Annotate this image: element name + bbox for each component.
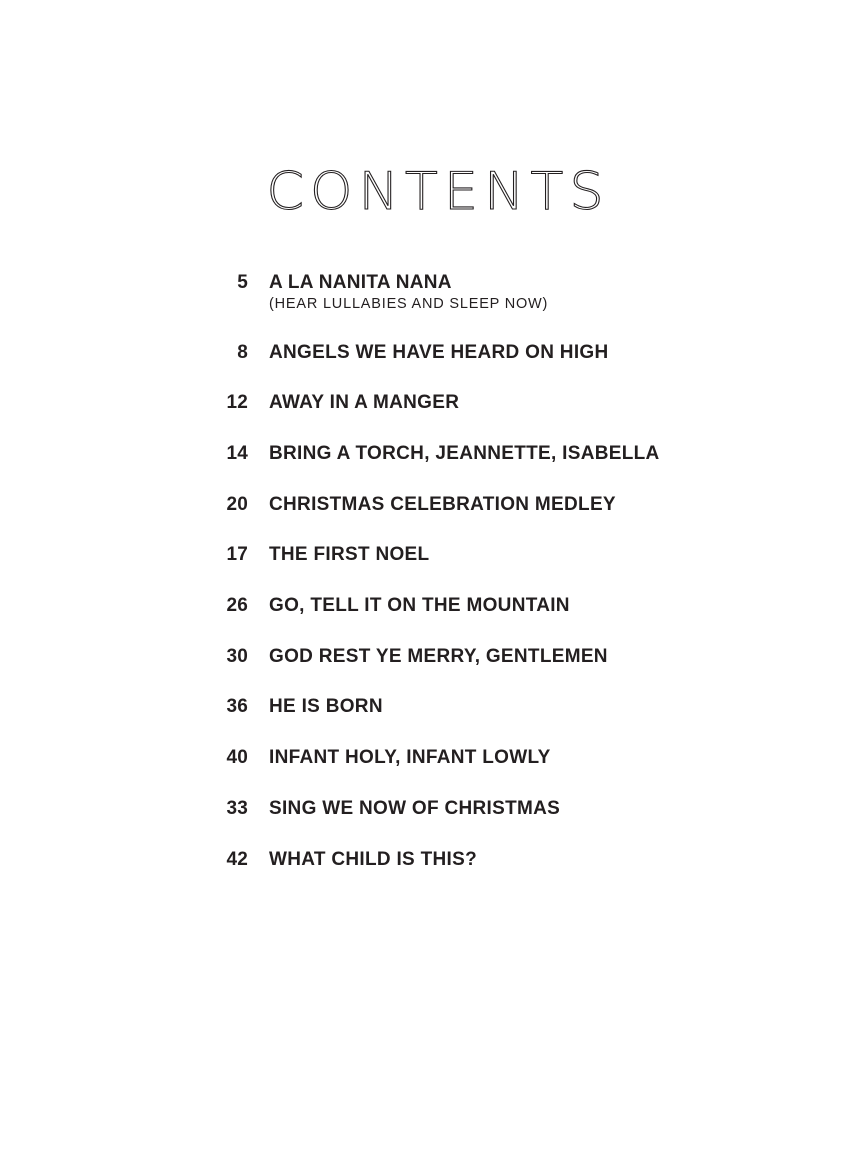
toc-page-number: 30 — [226, 646, 248, 667]
toc-page-number: 36 — [226, 696, 248, 717]
toc-page-number: 8 — [237, 342, 248, 363]
toc-entry[interactable] — [0, 441, 864, 481]
toc-song-title: CHRISTMAS CELEBRATION MEDLEY — [269, 494, 616, 515]
toc-entry[interactable] — [0, 694, 864, 734]
toc-song-title: AWAY IN A MANGER — [269, 392, 460, 413]
toc-song-title: SING WE NOW OF CHRISTMAS — [269, 798, 561, 819]
toc-song-title: A LA NANITA NANA — [269, 272, 452, 293]
toc-song-title: THE FIRST NOEL — [269, 544, 430, 565]
toc-song-title: GO, TELL IT ON THE MOUNTAIN — [269, 595, 570, 616]
toc-entry[interactable] — [0, 390, 864, 430]
toc-page-number: 14 — [226, 443, 248, 464]
toc-entry[interactable] — [0, 847, 864, 887]
toc-song-title: GOD REST YE MERRY, GENTLEMEN — [269, 646, 608, 667]
toc-entry[interactable] — [0, 270, 864, 310]
toc-song-title: HE IS BORN — [269, 696, 383, 717]
toc-page-number: 26 — [226, 595, 248, 616]
page-title-text: CONTENTS — [266, 161, 610, 222]
page-title — [0, 160, 864, 224]
toc-page-number: 20 — [226, 494, 248, 515]
toc-page-number: 40 — [226, 747, 248, 768]
toc-entry[interactable] — [0, 593, 864, 633]
toc-page-number: 12 — [226, 392, 248, 413]
toc-page-number: 33 — [226, 798, 248, 819]
toc-page-number: 42 — [226, 849, 248, 870]
toc-page-number: 17 — [226, 544, 248, 565]
toc-page-number: 5 — [237, 272, 248, 293]
toc-entry[interactable] — [0, 644, 864, 684]
toc-song-subtitle: (HEAR LULLABIES AND SLEEP NOW) — [269, 296, 549, 312]
toc-entry[interactable] — [0, 745, 864, 785]
toc-entry[interactable] — [0, 542, 864, 582]
toc-song-title: INFANT HOLY, INFANT LOWLY — [269, 747, 551, 768]
toc-entry[interactable] — [0, 492, 864, 532]
toc-song-title: ANGELS WE HAVE HEARD ON HIGH — [269, 342, 609, 363]
toc-entry[interactable] — [0, 796, 864, 836]
toc-song-title: WHAT CHILD IS THIS? — [269, 849, 477, 870]
toc-entry[interactable] — [0, 340, 864, 380]
toc-song-title: BRING A TORCH, JEANNETTE, ISABELLA — [269, 443, 660, 464]
